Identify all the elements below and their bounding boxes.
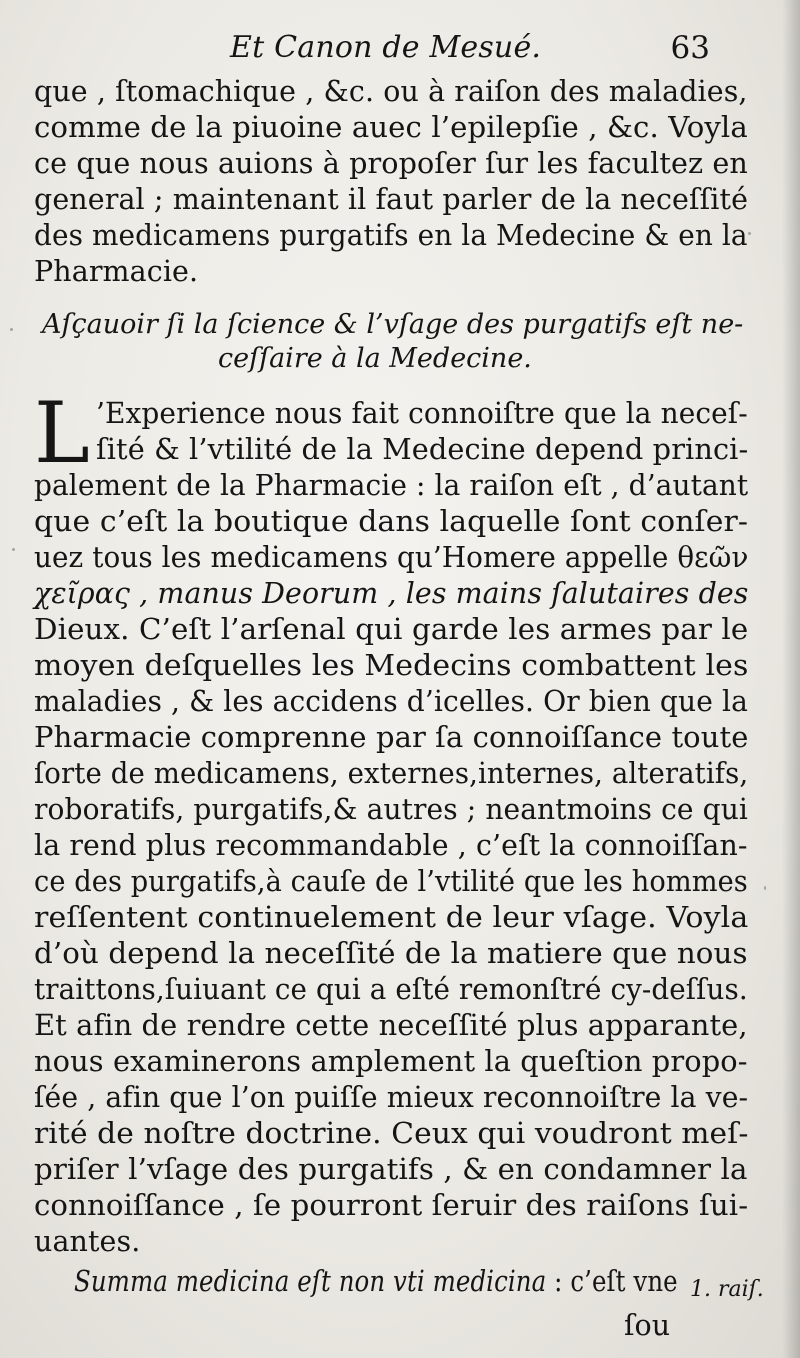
section-heading-line-1: Aſçauoir ſi la ſcience & l’vſage des purgatifs eſt ne- <box>42 309 744 340</box>
paragraph-line: ſée , afin que l’on puiſſe mieux reconnoiſtre la ve- <box>34 1081 749 1114</box>
paragraph-line: connoiſſance , ſe pourront ſeruir des raiſons ſui- <box>34 1189 749 1222</box>
paragraph-line: Pharmacie comprenne par ſa connoiſſance toute <box>34 721 749 754</box>
paper-speck <box>764 886 766 890</box>
body-line: ce que nous auions à propoſer ſur les facultez en <box>34 147 748 180</box>
paragraph-line: que c’eſt la boutique dans laquelle ſont conſer- <box>34 505 749 538</box>
paragraph-line: la rend plus recommandable , c’eſt la connoiſſan- <box>34 829 748 862</box>
body-line: Pharmacie. <box>34 255 199 288</box>
paragraph-line: moyen deſquelles les Medecins combattent les <box>34 649 749 682</box>
drop-cap: L <box>34 384 90 482</box>
margin-note: 1. raiſ. <box>690 1277 764 1302</box>
latin-quote: Summa medicina eſt non vti medicina <box>74 1265 547 1298</box>
paper-speck <box>748 232 751 235</box>
paragraph-line: roboratifs, purgatifs,& autres ; neantmoins ce qui <box>34 793 748 826</box>
paragraph-line: nous examinerons amplement la queſtion propo- <box>34 1045 748 1078</box>
page-edge-shadow <box>782 0 800 1358</box>
paragraph-line: ce des purgatifs,à cauſe de l’vtilité que les hommes <box>34 865 748 898</box>
paragraph-line-2: ſité & l’vtilité de la Medecine depend princi- <box>96 433 749 466</box>
catchword: ſou <box>624 1309 671 1342</box>
closing-line <box>74 1264 678 1300</box>
paragraph-line: d’où depend la neceſſité de la matiere que nous <box>34 937 748 970</box>
body-line: general ; maintenant il faut parler de la neceſſité <box>34 183 749 216</box>
paragraph-line: uez tous les medicamens qu’Homere appelle θεῶν <box>34 541 749 574</box>
paragraph-line: rité de noſtre doctrine. Ceux qui voudront meſ- <box>34 1117 749 1150</box>
paragraph-line: priſer l’vſage des purgatifs , & en condamner la <box>34 1153 748 1186</box>
section-heading-line-2: ceſſaire à la Medecine. <box>218 343 532 374</box>
running-title: Et Canon de Mesué. <box>230 30 542 65</box>
paper-speck <box>10 328 13 331</box>
paragraph-line: reſſentent continuelement de leur vſage. Voyla <box>34 901 749 934</box>
paragraph-line: palement de la Pharmacie : la raiſon eſt , d’autant <box>34 469 749 502</box>
paragraph-line: χεῖρας , manus Deorum , les mains ſalutaires des <box>34 577 749 610</box>
body-line: que , ſtomachique , &c. ou à raiſon des maladies, <box>34 75 748 108</box>
running-head <box>200 20 720 64</box>
body-line: des medicamens purgatifs en la Medecine & en la <box>34 219 748 252</box>
paragraph-line: Et afin de rendre cette neceſſité plus apparante, <box>34 1009 748 1042</box>
page-number: 63 <box>670 30 710 66</box>
paragraph-line: traittons,ſuiuant ce qui a eſté remonſtré cy-deſſus. <box>34 973 748 1006</box>
paper-speck <box>12 548 15 551</box>
paragraph-line-1: ’Experience nous fait connoiſtre que la neceſ- <box>96 397 748 430</box>
closing-line-rest: : c’eſt vne <box>546 1265 678 1298</box>
paragraph-line: Dieux. C’eſt l’arſenal qui garde les armes par le <box>34 613 749 646</box>
paragraph-line: maladies , & les accidens d’icelles. Or bien que la <box>34 685 748 718</box>
body-line: comme de la piuoine auec l’epilepſie , &c. Voyla <box>34 111 748 144</box>
paragraph-line: ſorte de medicamens, externes,internes, alteratifs, <box>34 757 749 790</box>
paragraph-line: uantes. <box>34 1225 141 1258</box>
